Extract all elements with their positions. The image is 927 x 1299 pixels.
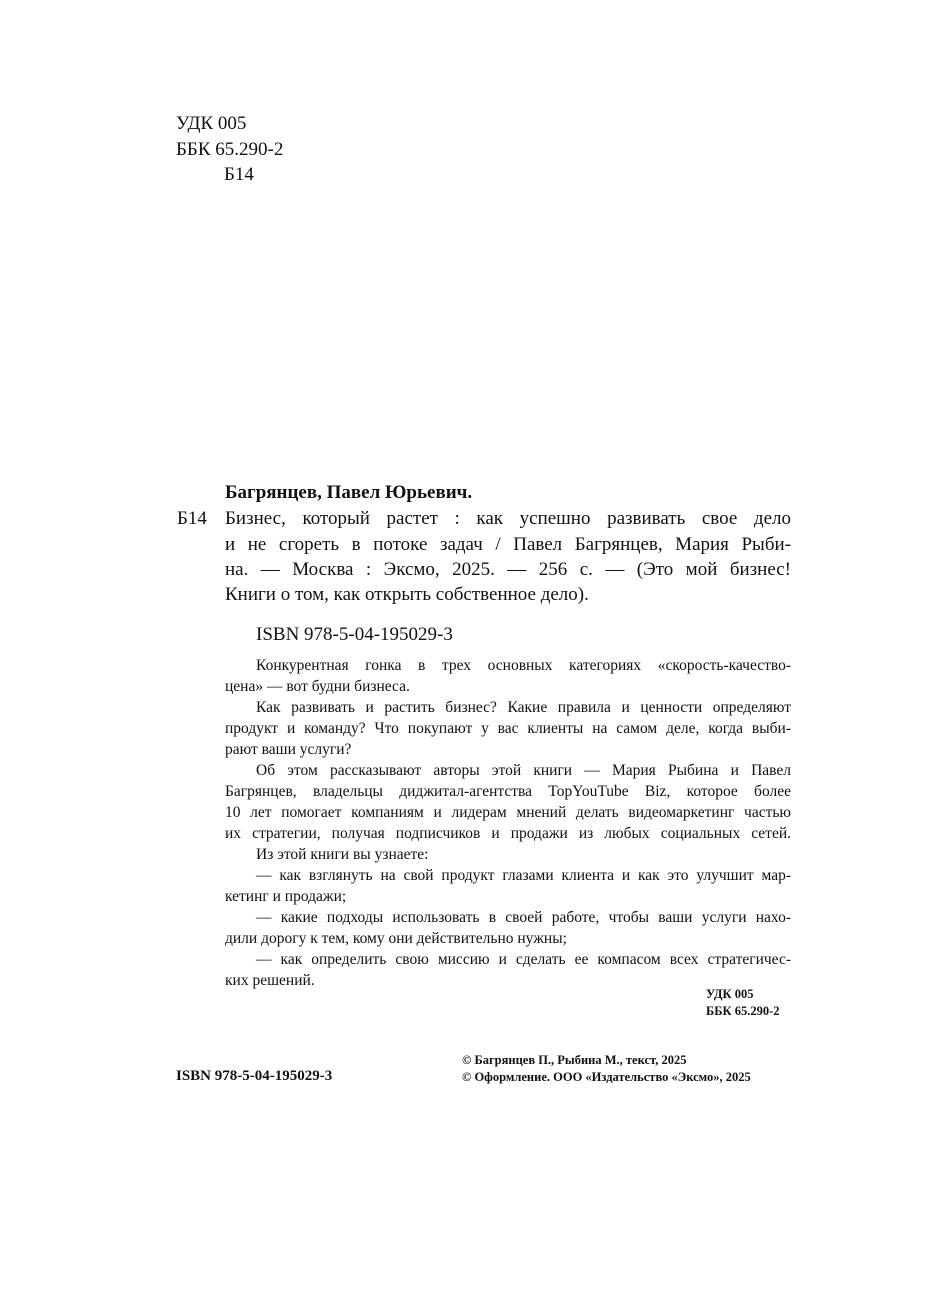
catalog-line: Бизнес, который растет : как успешно развивать свое дело: [225, 508, 791, 529]
annotation-line: — как определить свою миссию и сделать ее компасом всех стратегичес-: [256, 951, 791, 968]
annotation-line: их стратегии, получая подписчиков и продажи из любых социальных сетей.: [225, 825, 791, 842]
annotation-line: — как взглянуть на свой продукт глазами клиента и как это улучшит мар-: [256, 867, 791, 884]
catalog-author: Багрянцев, Павел Юрьевич.: [225, 482, 473, 503]
copyright-text: © Багрянцев П., Рыбина М., текст, 2025: [462, 1053, 687, 1067]
annotation-line: Из этой книги вы узнаете:: [256, 846, 429, 863]
annotation-line: 10 лет помогает компаниям и лидерам мнений делать видеомаркетинг частью: [225, 804, 791, 821]
annotation-line: Багрянцев, владельцы диджитал-агентства TopYouTube Biz, которое более: [225, 783, 791, 800]
bbk-code: ББК 65.290-2: [176, 139, 284, 160]
annotation-line: кетинг и продажи;: [225, 888, 347, 905]
annotation-line: Как развивать и растить бизнес? Какие правила и ценности определяют: [256, 699, 791, 716]
annotation-line: продукт и команду? Что покупают у вас клиенты на самом деле, когда выби-: [225, 720, 791, 737]
footer-isbn: ISBN 978-5-04-195029-3: [176, 1068, 333, 1084]
catalog-isbn: ISBN 978-5-04-195029-3: [256, 624, 453, 645]
annotation-line: Об этом рассказывают авторы этой книги — Мария Рыбина и Павел: [256, 762, 791, 779]
annotation-line: рают ваши услуги?: [225, 741, 352, 758]
catalog-line: на. — Москва : Эксмо, 2025. — 256 с. — (Это мой бизнес!: [225, 559, 791, 580]
annotation-line: дили дорогу к тем, кому они действительно нужны;: [225, 930, 567, 947]
catalog-line: и не сгореть в потоке задач / Павел Багрянцев, Мария Рыби-: [225, 534, 791, 555]
author-sign: Б14: [224, 164, 254, 185]
annotation-line: цена» — вот будни бизнеса.: [225, 678, 410, 695]
footer-bbk-code: ББК 65.290-2: [706, 1004, 780, 1018]
catalog-sign: Б14: [177, 508, 207, 529]
annotation-line: ких решений.: [225, 972, 315, 989]
copyright-design: © Оформление. ООО «Издательство «Эксмо», 2025: [462, 1070, 751, 1084]
annotation-line: — какие подходы использовать в своей работе, чтобы ваши услуги нахо-: [256, 909, 791, 926]
footer-udk-code: УДК 005: [706, 987, 754, 1001]
annotation-line: Конкурентная гонка в трех основных категориях «скорость-качество-: [256, 657, 791, 674]
catalog-line: Книги о том, как открыть собственное дело).: [225, 584, 589, 605]
udk-code: УДК 005: [176, 113, 247, 134]
